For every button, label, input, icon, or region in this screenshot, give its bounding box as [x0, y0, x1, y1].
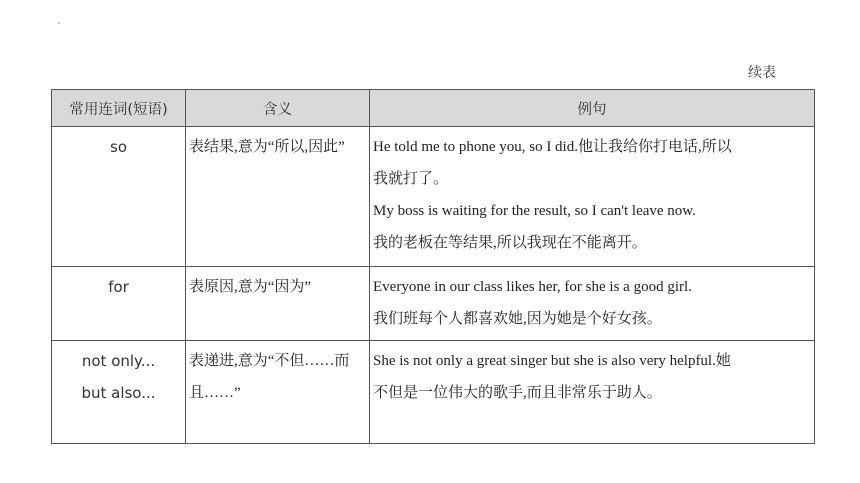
table-header-row	[52, 90, 815, 127]
meaning-cell: 表原因,意为“因为”	[186, 267, 370, 341]
conjunction-cell	[52, 341, 186, 444]
meaning-cell: 表递进,意为“不但……而 且……”	[186, 341, 370, 444]
table-row	[52, 127, 815, 267]
conjunction-text: but also...	[81, 384, 156, 402]
conjunction-cell	[52, 127, 186, 267]
decorative-dot	[58, 22, 60, 24]
conjunction-text: so	[110, 138, 127, 156]
example-line: 我们班每个人都喜欢她,因为她是个好女孩。	[373, 311, 662, 327]
table-row	[52, 267, 815, 341]
continued-label: 续表	[748, 65, 776, 81]
conjunction-cell	[52, 267, 186, 341]
header-conjunction: 常用连词(短语)	[52, 90, 186, 127]
header-example: 例句	[370, 90, 815, 127]
conjunction-text: for	[108, 278, 129, 296]
example-line: 我就打了。	[373, 171, 449, 187]
example-cell	[370, 341, 815, 444]
conjunction-table	[51, 89, 815, 444]
meaning-cell: 表结果,意为“所以,因此”	[186, 127, 370, 267]
example-cell	[370, 267, 815, 341]
example-line: She is not only a great singer but she is also very helpful.她	[373, 353, 731, 369]
example-line: 不但是一位伟大的歌手,而且非常乐于助人。	[373, 385, 662, 401]
example-line: He told me to phone you, so I did.他让我给你打电话,所以	[373, 139, 732, 155]
example-line: 我的老板在等结果,所以我现在不能离开。	[373, 235, 647, 251]
table-row	[52, 341, 815, 444]
header-meaning: 含义	[186, 90, 370, 127]
example-cell	[370, 127, 815, 267]
example-line: My boss is waiting for the result, so I can't leave now.	[373, 203, 696, 219]
example-line: Everyone in our class likes her, for she is a good girl.	[373, 279, 692, 295]
conjunction-text: not only...	[81, 352, 156, 370]
